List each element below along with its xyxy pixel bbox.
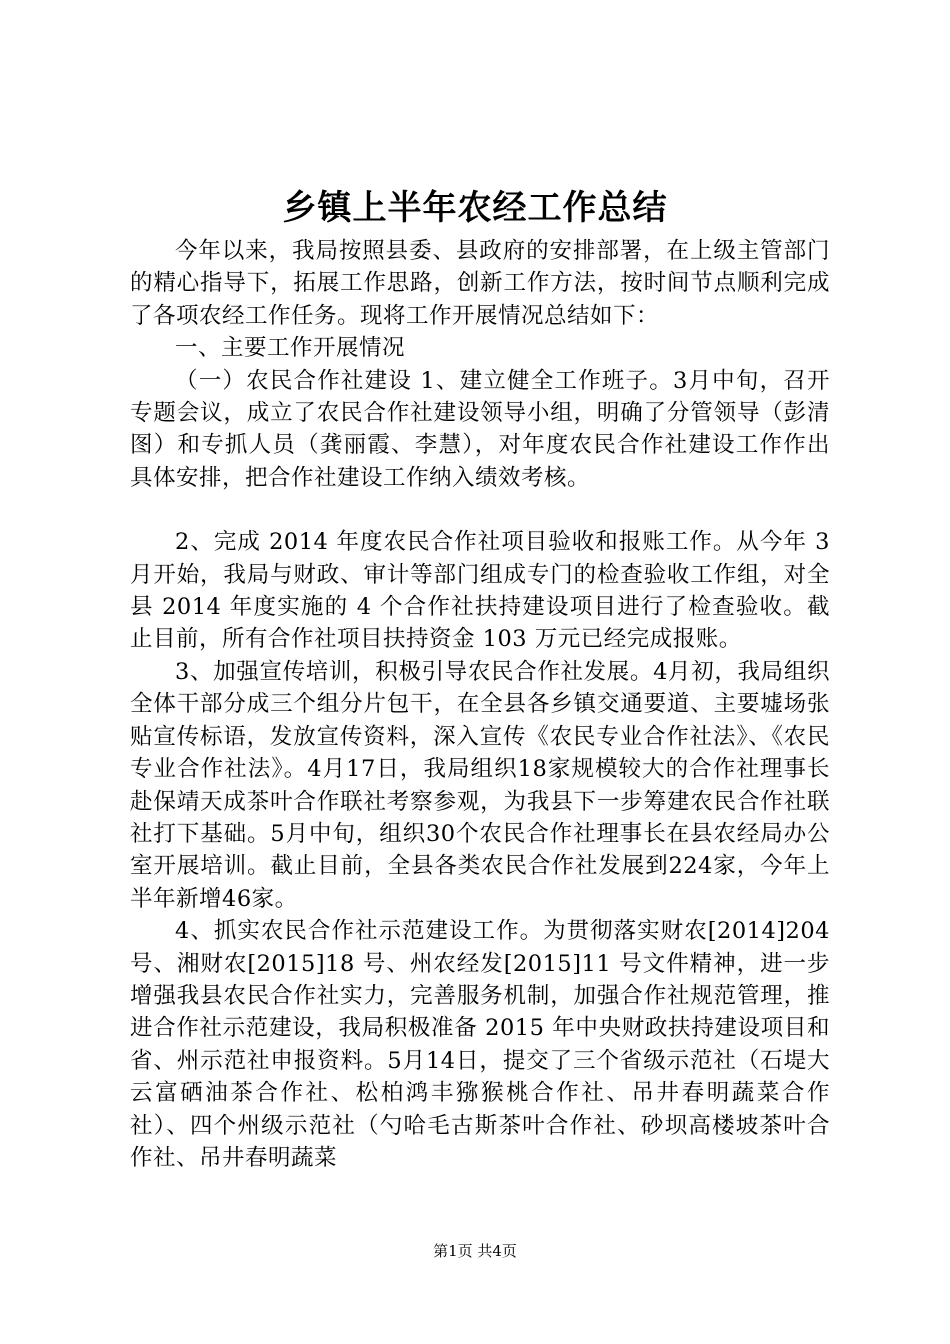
paragraph-item-4: 4、抓实农民合作社示范建设工作。为贯彻落实财农[2014]204 号、湘财农[2015]18 号、州农经发[2015]11 号文件精神，进一步增强我县农民合作社实力，完善服务机制，加强合作社规范管理，推进合作社示范建设，我局积极准备 2015 年中央财政扶持建设项目和省、州示范社申报资料。5月14日，提交了三个省级示范社（石堤大云富硒油茶合作社、松柏鸿丰猕猴桃合作社、吊井春明蔬菜合作社）、四个州级示范社（勺哈毛古斯茶叶合作社、砂坝高楼坡茶叶合作社、吊井春明蔬菜: [130, 918, 830, 1171]
paragraph-item-2: 2、完成 2014 年度农民合作社项目验收和报账工作。从今年 3 月开始，我局与财政、审计等部门组成专门的检查验收工作组，对全县 2014 年度实施的 4 个合作社扶持建设项目进行了检查验收。截止目前，所有合作社项目扶持资金 103 万元已经完成报账。: [130, 529, 830, 653]
paragraph-item-3: 3、加强宣传培训，积极引导农民合作社发展。4月初，我局组织全体干部分成三个组分片包干，在全县各乡镇交通要道、主要墟场张贴宣传标语，发放宣传资料，深入宣传《农民专业合作社法》、《农民专业合作社法》。4月17日，我局组织18家规模较大的合作社理事长赴保靖天成茶叶合作联社考察参观，为我县下一步筹建农民合作社联社打下基础。5月中旬，组织30个农民合作社理事长在县农经局办公室开展培训。截止目前，全县各类农民合作社发展到224家，今年上半年新增46家。: [130, 658, 830, 912]
section-heading: 一、主要工作开展情况: [175, 335, 406, 362]
paragraph-intro: 今年以来，我局按照县委、县政府的安排部署，在上级主管部门的精心指导下，拓展工作思路，创新工作方法，按时间节点顺利完成了各项农经工作任务。现将工作开展情况总结如下：: [130, 238, 830, 329]
page-number-footer: 第1页 共4页: [433, 1242, 517, 1260]
paragraph-item-1: （一）农民合作社建设 1、建立健全工作班子。3月中旬，召开专题会议，成立了农民合作社建设领导小组，明确了分管领导（彭清图）和专抓人员（龚丽霞、李慧），对年度农民合作社建设工作作出具体安排，把合作社建设工作纳入绩效考核。: [130, 367, 830, 491]
document-title: 乡镇上半年农经工作总结: [282, 188, 668, 228]
document-body: [130, 235, 830, 1174]
